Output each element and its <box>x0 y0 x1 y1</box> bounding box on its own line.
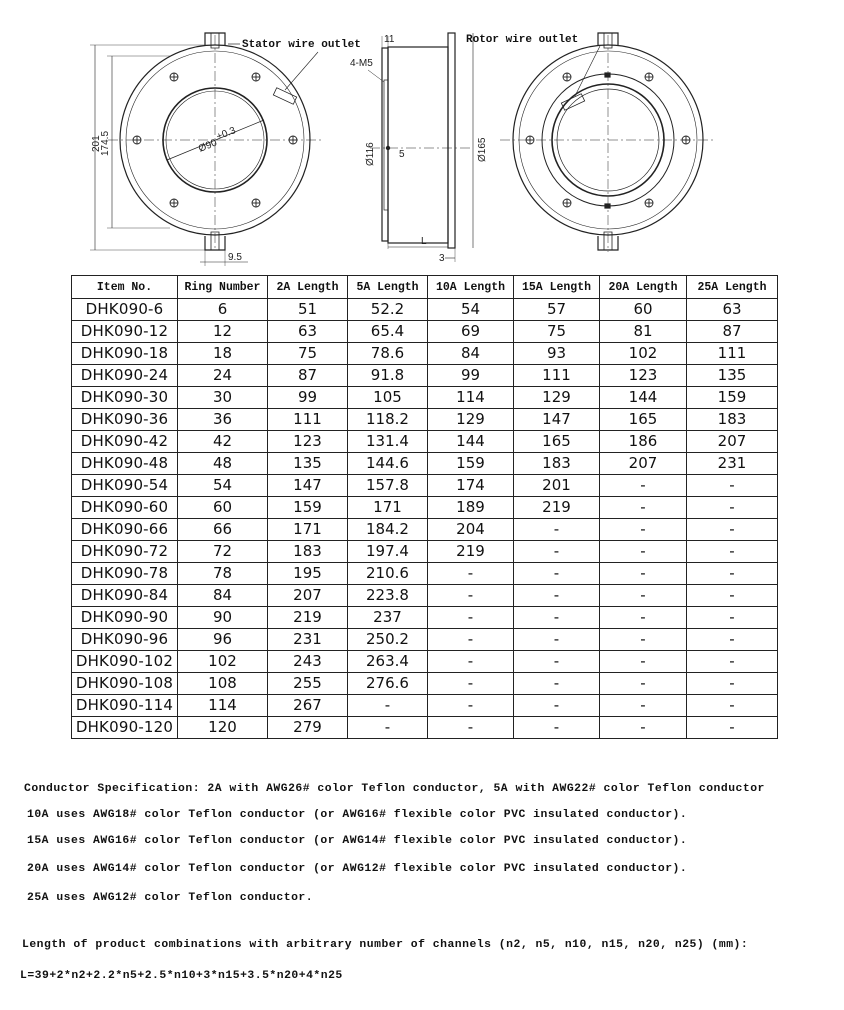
table-cell: - <box>514 541 600 563</box>
table-cell: - <box>428 695 514 717</box>
note-10a: 10A uses AWG18# color Teflon conductor (or AWG16# flexible color PVC insulated conductor). <box>27 809 688 821</box>
table-cell: 99 <box>428 365 514 387</box>
table-cell: 87 <box>687 321 778 343</box>
table-cell: - <box>428 607 514 629</box>
dim-bore-tol: +0.3 <box>215 125 238 143</box>
table-cell: - <box>514 695 600 717</box>
table-row <box>72 541 778 563</box>
table-cell: 75 <box>514 321 600 343</box>
table-row <box>72 475 778 497</box>
table-cell: 48 <box>178 453 268 475</box>
table-cell: 159 <box>428 453 514 475</box>
table-cell: 111 <box>268 409 348 431</box>
table-cell: 159 <box>687 387 778 409</box>
table-cell: 114 <box>428 387 514 409</box>
table-row <box>72 717 778 739</box>
table-cell: 99 <box>268 387 348 409</box>
table-row <box>72 453 778 475</box>
table-cell: 159 <box>268 497 348 519</box>
column-header: Ring Number <box>178 276 268 299</box>
table-cell: 57 <box>514 299 600 321</box>
table-row <box>72 585 778 607</box>
table-row <box>72 519 778 541</box>
table-row <box>72 607 778 629</box>
table-row <box>72 629 778 651</box>
table-cell: 223.8 <box>348 585 428 607</box>
table-cell: 165 <box>514 431 600 453</box>
table-cell: 219 <box>428 541 514 563</box>
table-cell: 108 <box>178 673 268 695</box>
table-cell: 263.4 <box>348 651 428 673</box>
table-cell: 81 <box>600 321 687 343</box>
table-cell: 183 <box>268 541 348 563</box>
drawing-svg <box>0 0 844 272</box>
table-cell: 63 <box>268 321 348 343</box>
conductor-spec-line: Conductor Specification: 2A with AWG26# color Teflon conductor, 5A with AWG22# color Teflon conductor <box>24 783 765 795</box>
table-cell: 207 <box>268 585 348 607</box>
table-body <box>72 299 778 739</box>
table-header-row <box>72 276 778 299</box>
spec-table <box>71 275 778 739</box>
table-cell: 197.4 <box>348 541 428 563</box>
dim-3: 3 <box>439 253 445 264</box>
table-cell: 78.6 <box>348 343 428 365</box>
table-cell: - <box>514 673 600 695</box>
table-cell: 147 <box>268 475 348 497</box>
table-cell: - <box>514 607 600 629</box>
item-no-cell: DHK090-96 <box>72 629 178 651</box>
table-cell: 123 <box>600 365 687 387</box>
table-row <box>72 387 778 409</box>
length-formula: L=39+2*n2+2.2*n5+2.5*n10+3*n15+3.5*n20+4*n25 <box>20 970 343 982</box>
table-cell: 171 <box>268 519 348 541</box>
table-cell: 105 <box>348 387 428 409</box>
table-row <box>72 299 778 321</box>
table-cell: - <box>687 541 778 563</box>
table-row <box>72 651 778 673</box>
item-no-cell: DHK090-84 <box>72 585 178 607</box>
column-header: 25A Length <box>687 276 778 299</box>
table-cell: - <box>600 519 687 541</box>
table-cell: 114 <box>178 695 268 717</box>
table-cell: 66 <box>178 519 268 541</box>
table-cell: 30 <box>178 387 268 409</box>
table-cell: - <box>687 563 778 585</box>
dim-5: 5 <box>399 149 405 160</box>
item-no-cell: DHK090-24 <box>72 365 178 387</box>
item-no-cell: DHK090-72 <box>72 541 178 563</box>
item-no-cell: DHK090-108 <box>72 673 178 695</box>
note-15a: 15A uses AWG16# color Teflon conductor (or AWG14# flexible color PVC insulated conductor). <box>27 835 688 847</box>
dim-4-m5: 4-M5 <box>350 58 373 69</box>
item-no-cell: DHK090-18 <box>72 343 178 365</box>
item-no-cell: DHK090-60 <box>72 497 178 519</box>
table-cell: 144 <box>428 431 514 453</box>
table-cell: - <box>600 651 687 673</box>
item-no-cell: DHK090-48 <box>72 453 178 475</box>
table-cell: 231 <box>268 629 348 651</box>
item-no-cell: DHK090-66 <box>72 519 178 541</box>
table-cell: - <box>428 673 514 695</box>
table-cell: 18 <box>178 343 268 365</box>
item-no-cell: DHK090-12 <box>72 321 178 343</box>
dim-L: L <box>421 236 427 247</box>
table-cell: 69 <box>428 321 514 343</box>
table-cell: 84 <box>178 585 268 607</box>
table-cell: - <box>687 629 778 651</box>
table-cell: 219 <box>268 607 348 629</box>
table-cell: 250.2 <box>348 629 428 651</box>
table-cell: - <box>514 651 600 673</box>
table-cell: - <box>600 695 687 717</box>
table-cell: 129 <box>514 387 600 409</box>
table-row <box>72 497 778 519</box>
note-20a: 20A uses AWG14# color Teflon conductor (or AWG12# flexible color PVC insulated conductor). <box>27 863 688 875</box>
item-no-cell: DHK090-42 <box>72 431 178 453</box>
item-no-cell: DHK090-120 <box>72 717 178 739</box>
table-cell: 90 <box>178 607 268 629</box>
table-cell: 183 <box>687 409 778 431</box>
table-row <box>72 673 778 695</box>
column-header: 5A Length <box>348 276 428 299</box>
item-no-cell: DHK090-90 <box>72 607 178 629</box>
table-cell: 276.6 <box>348 673 428 695</box>
table-row <box>72 563 778 585</box>
dim-9-5: 9.5 <box>228 252 242 263</box>
table-cell: 147 <box>514 409 600 431</box>
column-header: 20A Length <box>600 276 687 299</box>
table-row <box>72 409 778 431</box>
table-cell: - <box>687 717 778 739</box>
side-view <box>368 33 473 262</box>
table-cell: 54 <box>428 299 514 321</box>
table-cell: 12 <box>178 321 268 343</box>
table-cell: 123 <box>268 431 348 453</box>
table-row <box>72 365 778 387</box>
table-cell: 207 <box>687 431 778 453</box>
table-cell: 93 <box>514 343 600 365</box>
table-cell: 63 <box>687 299 778 321</box>
table-cell: 186 <box>600 431 687 453</box>
table-cell: - <box>687 519 778 541</box>
rotor-wire-outlet-label: Rotor wire outlet <box>466 34 579 46</box>
table-cell: 129 <box>428 409 514 431</box>
table-cell: 157.8 <box>348 475 428 497</box>
table-cell: 65.4 <box>348 321 428 343</box>
table-cell: 204 <box>428 519 514 541</box>
table-cell: 52.2 <box>348 299 428 321</box>
table-cell: 144 <box>600 387 687 409</box>
table-row <box>72 321 778 343</box>
table-cell: 201 <box>514 475 600 497</box>
table-cell: 102 <box>600 343 687 365</box>
note-25a: 25A uses AWG12# color Teflon conductor. <box>27 892 314 904</box>
table-cell: - <box>600 541 687 563</box>
item-no-cell: DHK090-36 <box>72 409 178 431</box>
table-cell: 243 <box>268 651 348 673</box>
table-cell: 78 <box>178 563 268 585</box>
table-row <box>72 695 778 717</box>
item-no-cell: DHK090-102 <box>72 651 178 673</box>
table-cell: 51 <box>268 299 348 321</box>
table-cell: 255 <box>268 673 348 695</box>
table-cell: - <box>687 673 778 695</box>
table-cell: - <box>600 563 687 585</box>
table-cell: 195 <box>268 563 348 585</box>
technical-drawing <box>0 0 844 272</box>
table-cell: - <box>514 563 600 585</box>
table-cell: 111 <box>687 343 778 365</box>
table-cell: 42 <box>178 431 268 453</box>
table-cell: 91.8 <box>348 365 428 387</box>
table-cell: - <box>687 607 778 629</box>
table-cell: 111 <box>514 365 600 387</box>
item-no-cell: DHK090-6 <box>72 299 178 321</box>
table-cell: - <box>600 475 687 497</box>
table-cell: 24 <box>178 365 268 387</box>
table-cell: - <box>428 563 514 585</box>
table-cell: - <box>428 585 514 607</box>
table-cell: 87 <box>268 365 348 387</box>
table-row <box>72 343 778 365</box>
stator-wire-outlet-label: Stator wire outlet <box>242 39 361 51</box>
table-cell: - <box>348 695 428 717</box>
dim-11: 11 <box>384 34 395 45</box>
table-cell: 210.6 <box>348 563 428 585</box>
table-cell: 135 <box>268 453 348 475</box>
dim-116: Ø116 <box>365 142 376 166</box>
item-no-cell: DHK090-114 <box>72 695 178 717</box>
rear-view-rotor <box>500 33 716 252</box>
table-cell: 237 <box>348 607 428 629</box>
column-header: 15A Length <box>514 276 600 299</box>
length-title: Length of product combinations with arbitrary number of channels (n2, n5, n10, n15, n20, n25) (mm): <box>22 939 749 951</box>
table-cell: - <box>687 497 778 519</box>
dim-165: Ø165 <box>477 137 488 162</box>
dim-bore: Ø90 <box>197 137 219 155</box>
table-cell: 219 <box>514 497 600 519</box>
table-cell: 207 <box>600 453 687 475</box>
table-cell: - <box>687 695 778 717</box>
table-cell: 6 <box>178 299 268 321</box>
table-cell: 72 <box>178 541 268 563</box>
table-cell: - <box>600 607 687 629</box>
table-cell: - <box>600 673 687 695</box>
table-cell: 60 <box>600 299 687 321</box>
table-cell: - <box>514 717 600 739</box>
table-cell: - <box>600 717 687 739</box>
column-header: Item No. <box>72 276 178 299</box>
table-cell: 267 <box>268 695 348 717</box>
table-cell: - <box>428 651 514 673</box>
table-cell: 84 <box>428 343 514 365</box>
table-cell: 165 <box>600 409 687 431</box>
table-cell: 174 <box>428 475 514 497</box>
table-cell: 60 <box>178 497 268 519</box>
table-cell: - <box>348 717 428 739</box>
table-cell: - <box>687 585 778 607</box>
table-cell: - <box>514 585 600 607</box>
table-cell: 279 <box>268 717 348 739</box>
table-cell: - <box>428 629 514 651</box>
table-cell: 131.4 <box>348 431 428 453</box>
item-no-cell: DHK090-30 <box>72 387 178 409</box>
table-cell: - <box>600 497 687 519</box>
table-cell: 184.2 <box>348 519 428 541</box>
table-cell: 96 <box>178 629 268 651</box>
table-cell: 231 <box>687 453 778 475</box>
column-header: 2A Length <box>268 276 348 299</box>
table-cell: 75 <box>268 343 348 365</box>
table-cell: - <box>514 519 600 541</box>
table-cell: 189 <box>428 497 514 519</box>
table-cell: 144.6 <box>348 453 428 475</box>
table-cell: 36 <box>178 409 268 431</box>
table-cell: - <box>687 475 778 497</box>
dim-201: 201 <box>91 135 102 152</box>
table-cell: 135 <box>687 365 778 387</box>
item-no-cell: DHK090-78 <box>72 563 178 585</box>
column-header: 10A Length <box>428 276 514 299</box>
table-cell: 118.2 <box>348 409 428 431</box>
table-cell: - <box>600 629 687 651</box>
dim-174-5: 174.5 <box>100 130 111 156</box>
table-cell: - <box>600 585 687 607</box>
table-row <box>72 431 778 453</box>
table-cell: - <box>428 717 514 739</box>
table-cell: 183 <box>514 453 600 475</box>
table-cell: - <box>687 651 778 673</box>
table-cell: - <box>514 629 600 651</box>
table-cell: 171 <box>348 497 428 519</box>
table-cell: 120 <box>178 717 268 739</box>
item-no-cell: DHK090-54 <box>72 475 178 497</box>
table-cell: 102 <box>178 651 268 673</box>
table-cell: 54 <box>178 475 268 497</box>
